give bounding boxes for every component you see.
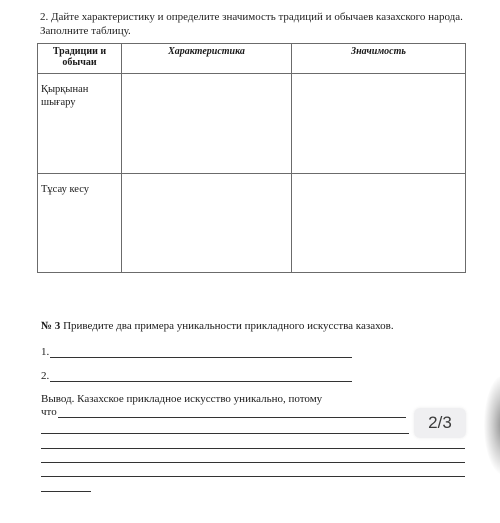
conclusion-line[interactable] — [41, 406, 406, 418]
conclusion-word: что — [41, 406, 57, 418]
characteristic-cell[interactable] — [122, 74, 292, 174]
answer-line-1[interactable] — [41, 346, 352, 358]
answer-1-blank[interactable] — [50, 346, 352, 358]
writing-line[interactable] — [41, 448, 465, 449]
header-significance: Значимость — [292, 44, 466, 74]
characteristic-cell[interactable] — [122, 174, 292, 273]
task2-line2: Заполните таблицу. — [40, 25, 131, 37]
answer-1-label: 1. — [41, 346, 50, 358]
significance-cell[interactable] — [292, 74, 466, 174]
conclusion-blank[interactable] — [58, 406, 406, 418]
conclusion-prompt: Вывод. Казахское прикладное искусство уникально, потому — [41, 393, 323, 405]
tradition-name-line1: Тұсау кесу — [41, 184, 89, 195]
traditions-table — [37, 43, 466, 273]
header-characteristic: Характеристика — [122, 44, 292, 74]
header-traditions-line2: обычаи — [62, 57, 97, 68]
table-header-row — [38, 44, 466, 74]
answer-line-2[interactable] — [41, 370, 352, 382]
task2-line1: 2. Дайте характеристику и определите значимость традиций и обычаев казахского народа. — [40, 11, 463, 23]
task3-number: № 3 — [41, 320, 61, 332]
tradition-cell — [38, 174, 122, 273]
finger-shadow — [484, 375, 500, 475]
writing-line[interactable] — [41, 462, 465, 463]
significance-cell[interactable] — [292, 174, 466, 273]
tradition-cell — [38, 74, 122, 174]
tradition-name-line2: шығару — [41, 97, 76, 108]
table-row — [38, 174, 466, 273]
task3-text: Приведите два примера уникальности прикладного искусства казахов. — [60, 320, 394, 332]
writing-line[interactable] — [41, 476, 465, 477]
table-row — [38, 74, 466, 174]
answer-2-label: 2. — [41, 370, 50, 382]
writing-line[interactable] — [41, 491, 91, 492]
header-traditions-line1: Традиции и — [52, 46, 107, 57]
writing-line[interactable] — [41, 433, 409, 434]
tradition-name-line1: Қырқынан — [41, 84, 89, 95]
answer-2-blank[interactable] — [50, 370, 352, 382]
page-indicator: 2/3 — [414, 408, 466, 438]
task2-instructions — [40, 10, 480, 38]
header-traditions — [38, 44, 122, 74]
task3-instructions — [41, 320, 394, 332]
